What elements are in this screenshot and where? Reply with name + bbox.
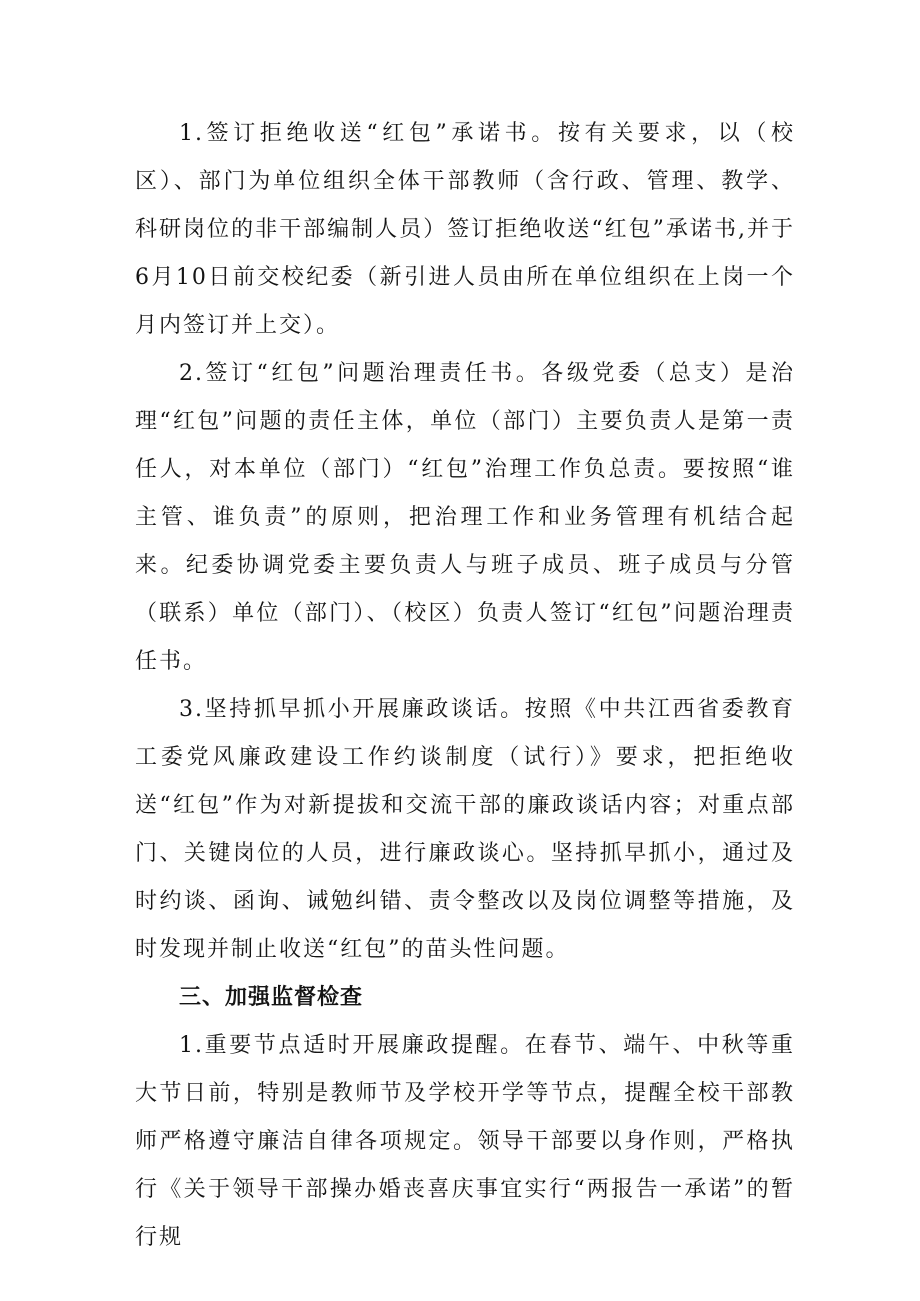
paragraph-holiday-reminders: 1.重要节点适时开展廉政提醒。在春节、端午、中秋等重大节日前，特别是教师节及学校开学等节点，提醒全校干部教师严格遵守廉洁自律各项规定。领导干部要以身作则，严格执行《关于领导干部操办婚丧喜庆事宜实行“两报告一承诺”的暂行规	[135, 1033, 795, 1250]
paragraph-integrity-talks: 3.坚持抓早抓小开展廉政谈话。按照《中共江西省委教育工委党风廉政建设工作约谈制度（试行）》要求，把拒绝收送“红包”作为对新提拔和交流干部的廉政谈话内容；对重点部门、关键岗位的人员，进行廉政谈心。坚持抓早抓小，通过及时约谈、函询、诫勉纠错、责令整改以及岗位调整等措施，及时发现并制止收送“红包”的苗头性问题。	[135, 697, 795, 962]
section-heading-supervision: 三、加强监督检查	[179, 985, 364, 1010]
paragraph-responsibility-letter: 2.签订“红包”问题治理责任书。各级党委（总支）是治理“红包”问题的责任主体，单位（部门）主要负责人是第一责任人，对本单位（部门）“红包”治理工作负总责。要按照“谁主管、谁负责”的原则，把治理工作和业务管理有机结合起来。纪委协调党委主要负责人与班子成员、班子成员与分管（联系）单位（部门）、（校区）负责人签订“红包”问题治理责任书。	[135, 361, 795, 674]
document-body	[135, 110, 795, 1262]
paragraph-sign-pledge: 1.签订拒绝收送“红包”承诺书。按有关要求，以（校区）、部门为单位组织全体干部教师（含行政、管理、教学、科研岗位的非干部编制人员）签订拒绝收送“红包”承诺书,并于6月10日前交校纪委（新引进人员由所在单位组织在上岗一个月内签订并上交）。	[135, 121, 795, 338]
